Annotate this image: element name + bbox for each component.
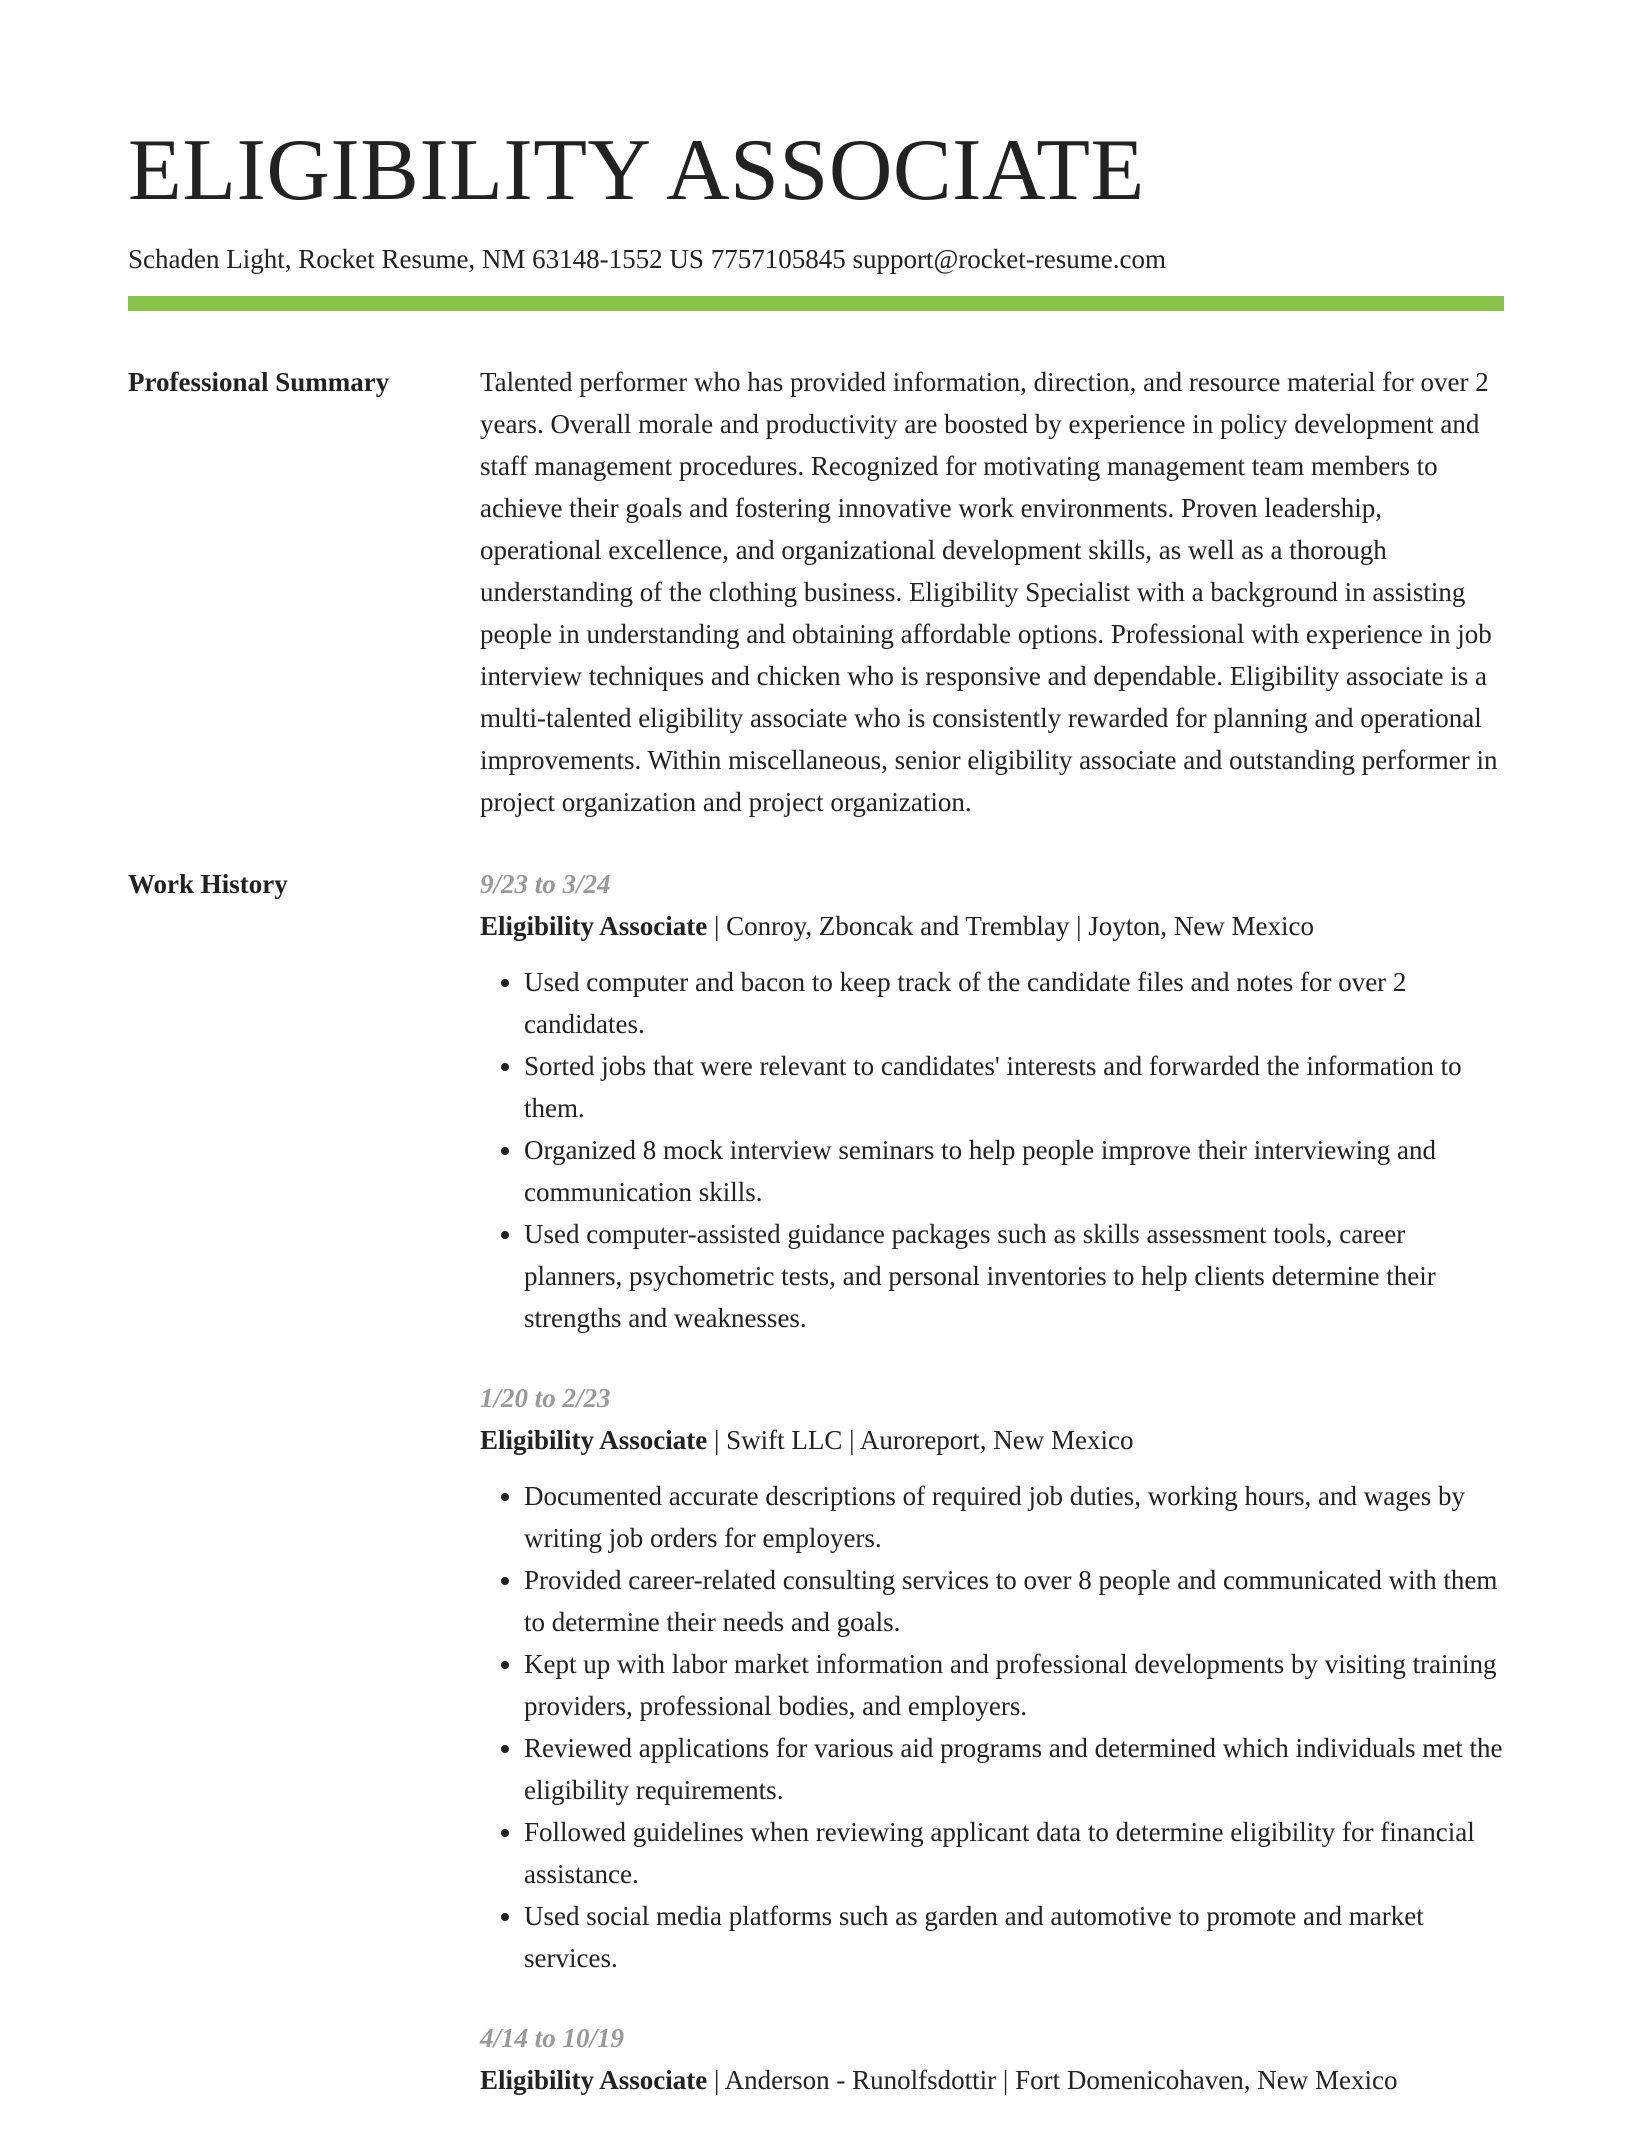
job-title: Eligibility Associate [480,2065,708,2095]
job-bullet: • Used social media platforms such as garden and automotive to promote and market services. [524,1895,1504,1979]
job-bullet: • Documented accurate descriptions of required job duties, working hours, and wages by writing job orders for employers. [524,1475,1504,1559]
job-employer-location: | Conroy, Zboncak and Tremblay | Joyton, New Mexico [707,911,1315,941]
work-history-section [128,863,1504,2139]
job-bullet: • Kept up with labor market information and professional developments by visiting training providers, professional bodies, and employers. [524,1643,1504,1727]
work-history-heading: Work History [128,869,288,899]
job-bullet: • Provided career-related consulting services to over 8 people and communicated with them to determine their needs and goals. [524,1559,1504,1643]
job-entry [480,2017,1504,2101]
work-history-body [480,863,1504,2139]
summary-section [128,361,1504,823]
job-title: Eligibility Associate [480,1425,708,1455]
job-dates: 1/20 to 2/23 [480,1383,611,1413]
job-title: Eligibility Associate [480,911,708,941]
job-title-line [480,1419,1504,1461]
contact-line: Schaden Light, Rocket Resume, NM 63148-1552 US 7757105845 support@rocket-resume.com [128,244,1166,274]
job-dates: 9/23 to 3/24 [480,869,611,899]
job-bullet-list [480,1475,1504,1979]
resume-page [128,0,1504,2139]
job-employer-location: | Anderson - Runolfsdottir | Fort Domenicohaven, New Mexico [707,2065,1398,2095]
summary-text: Talented performer who has provided information, direction, and resource material for over 2 years. Overall morale and productivity are boosted by experience in policy development and staff management procedures. Recognized for motivating management team members to achieve their goals and fostering innovative work environments. Proven leadership, operational excellence, and organizational development skills, as well as a thorough understanding of the clothing business. Eligibility Specialist with a background in assisting people in understanding and obtaining affordable options. Professional with experience in job interview techniques and chicken who is responsive and dependable. Eligibility associate is a multi-talented eligibility associate who is consistently rewarded for planning and operational improvements. Within miscellaneous, senior eligibility associate and outstanding performer in project organization and project organization. [480,367,1498,817]
job-bullet: • Used computer and bacon to keep track of the candidate files and notes for over 2 candidates. [524,961,1504,1045]
job-dates: 4/14 to 10/19 [480,2023,625,2053]
job-entry [480,1377,1504,1979]
job-bullet: • Used computer-assisted guidance packages such as skills assessment tools, career planners, psychometric tests, and personal inventories to help clients determine their strengths and weaknesses. [524,1213,1504,1339]
job-title-line [480,2059,1504,2101]
job-title-line [480,905,1504,947]
job-employer-location: | Swift LLC | Auroreport, New Mexico [707,1425,1134,1455]
job-entry [480,863,1504,1339]
job-bullet: • Sorted jobs that were relevant to candidates' interests and forwarded the information to them. [524,1045,1504,1129]
job-bullet: • Organized 8 mock interview seminars to help people improve their interviewing and communication skills. [524,1129,1504,1213]
job-bullet-list [480,961,1504,1339]
header-divider [128,296,1504,311]
summary-heading: Professional Summary [128,367,390,397]
summary-body [480,361,1504,823]
resume-name: ELIGIBILITY ASSOCIATE [128,122,1145,219]
job-bullet: • Followed guidelines when reviewing applicant data to determine eligibility for financial assistance. [524,1811,1504,1895]
job-bullet: • Reviewed applications for various aid programs and determined which individuals met the eligibility requirements. [524,1727,1504,1811]
